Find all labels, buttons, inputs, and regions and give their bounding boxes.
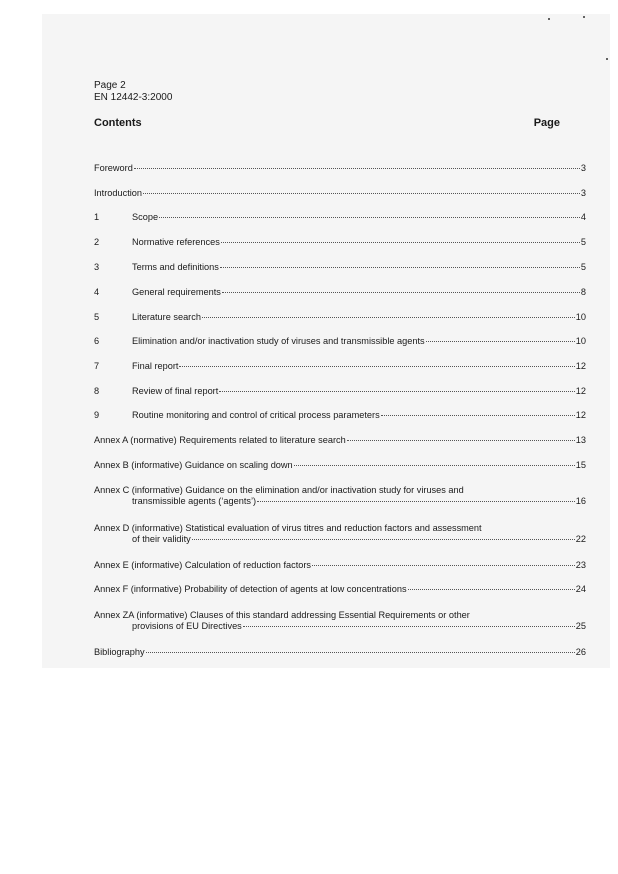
toc-page-number: 24: [575, 584, 586, 594]
toc-title: Introduction: [94, 188, 143, 198]
toc-title: Annex F (informative) Probability of detection of agents at low concentrations: [94, 584, 407, 594]
toc-entry[interactable]: [94, 163, 586, 174]
toc-clause-number: 4: [94, 287, 100, 297]
toc-page-number: 8: [580, 287, 586, 297]
toc-entry[interactable]: [94, 287, 586, 298]
toc-page-number: 3: [580, 163, 586, 173]
toc-page-number: 16: [575, 496, 586, 506]
toc-entry[interactable]: [94, 237, 586, 248]
toc-entry[interactable]: [94, 262, 586, 273]
toc-title: Elimination and/or inactivation study of viruses and transmissible agents: [132, 336, 425, 346]
toc-page-number: 25: [575, 621, 586, 631]
standard-id: EN 12442-3:2000: [94, 92, 173, 103]
toc-page-number: 4: [580, 212, 586, 222]
toc-page-number: 3: [580, 188, 586, 198]
toc-clause-number: 5: [94, 312, 100, 322]
toc-entry[interactable]: [94, 312, 586, 323]
dot-leader: [192, 539, 575, 540]
toc-page-number: 12: [575, 361, 586, 371]
toc-page-number: 12: [575, 410, 586, 420]
toc-page-number: 5: [580, 262, 586, 272]
toc-title: Normative references: [132, 237, 220, 247]
toc-title: Bibliography: [94, 647, 145, 657]
dot-leader: [134, 168, 580, 169]
toc-title: Foreword: [94, 163, 133, 173]
toc-title: Review of final report: [132, 386, 219, 396]
toc-clause-number: 7: [94, 361, 100, 371]
dot-leader: [221, 242, 580, 243]
toc-page-number: 5: [580, 237, 586, 247]
toc-title: Literature search: [132, 312, 201, 322]
dot-leader: [179, 366, 574, 367]
toc-page-number: 10: [575, 336, 586, 346]
toc-clause-number: 1: [94, 212, 100, 222]
toc-title: Scope: [132, 212, 159, 222]
page-column-heading: Page: [533, 117, 560, 129]
toc-clause-number: 6: [94, 336, 100, 346]
dot-leader: [312, 565, 575, 566]
toc-entry[interactable]: [94, 560, 586, 571]
dot-leader: [143, 193, 580, 194]
toc-title-continuation: provisions of EU Directives: [132, 621, 242, 631]
dot-leader: [381, 415, 575, 416]
toc-entry[interactable]: [94, 485, 586, 507]
toc-title: Annex ZA (informative) Clauses of this standard addressing Essential Requirements or other: [94, 610, 470, 620]
toc-page-number: 23: [575, 560, 586, 570]
toc-title-continuation: of their validity: [132, 534, 191, 544]
dot-leader: [202, 317, 575, 318]
dot-leader: [243, 626, 575, 627]
toc-title: Routine monitoring and control of critical process parameters: [132, 410, 380, 420]
dot-leader: [426, 341, 575, 342]
toc-title: Terms and definitions: [132, 262, 219, 272]
dot-leader: [347, 440, 575, 441]
dot-leader: [146, 652, 575, 653]
toc-clause-number: 8: [94, 386, 100, 396]
toc-page-number: 26: [575, 647, 586, 657]
toc-entry[interactable]: [94, 435, 586, 446]
dot-leader: [294, 465, 575, 466]
scan-speck: [606, 58, 608, 60]
toc-title: Final report: [132, 361, 179, 371]
toc-entry[interactable]: [94, 647, 586, 658]
toc-page-number: 15: [575, 460, 586, 470]
toc-page-number: 10: [575, 312, 586, 322]
contents-heading-row: [94, 117, 560, 129]
toc-entry[interactable]: [94, 188, 586, 199]
dot-leader: [220, 267, 580, 268]
toc-entry[interactable]: [94, 212, 586, 223]
toc-title: General requirements: [132, 287, 221, 297]
toc-title-continuation: transmissible agents (‘agents’): [132, 496, 257, 506]
document-header: [94, 80, 172, 104]
toc-entry[interactable]: [94, 460, 586, 471]
dot-leader: [219, 391, 574, 392]
toc-page-number: 13: [575, 435, 586, 445]
toc-title: Annex C (informative) Guidance on the elimination and/or inactivation study for viruses and: [94, 485, 464, 495]
toc-entry[interactable]: [94, 523, 586, 545]
contents-heading: Contents: [94, 117, 142, 129]
page-label: Page 2: [94, 80, 126, 91]
toc-page-number: 12: [575, 386, 586, 396]
toc-entry[interactable]: [94, 584, 586, 595]
toc-title: Annex D (informative) Statistical evaluation of virus titres and reduction factors and assessment: [94, 523, 482, 533]
toc-entry[interactable]: [94, 410, 586, 421]
toc-title: Annex E (informative) Calculation of reduction factors: [94, 560, 312, 570]
toc-page-number: 22: [575, 534, 586, 544]
toc-title: Annex B (informative) Guidance on scaling down: [94, 460, 293, 470]
toc-clause-number: 2: [94, 237, 100, 247]
dot-leader: [257, 501, 575, 502]
toc-entry[interactable]: [94, 386, 586, 397]
scan-speck: [548, 18, 550, 20]
toc-entry[interactable]: [94, 610, 586, 632]
toc-clause-number: 3: [94, 262, 100, 272]
dot-leader: [408, 589, 575, 590]
toc-entry[interactable]: [94, 361, 586, 372]
dot-leader: [222, 292, 580, 293]
scan-speck: [583, 16, 585, 18]
toc-clause-number: 9: [94, 410, 100, 420]
dot-leader: [159, 217, 580, 218]
toc-title: Annex A (normative) Requirements related to literature search: [94, 435, 346, 445]
toc-entry[interactable]: [94, 336, 586, 347]
